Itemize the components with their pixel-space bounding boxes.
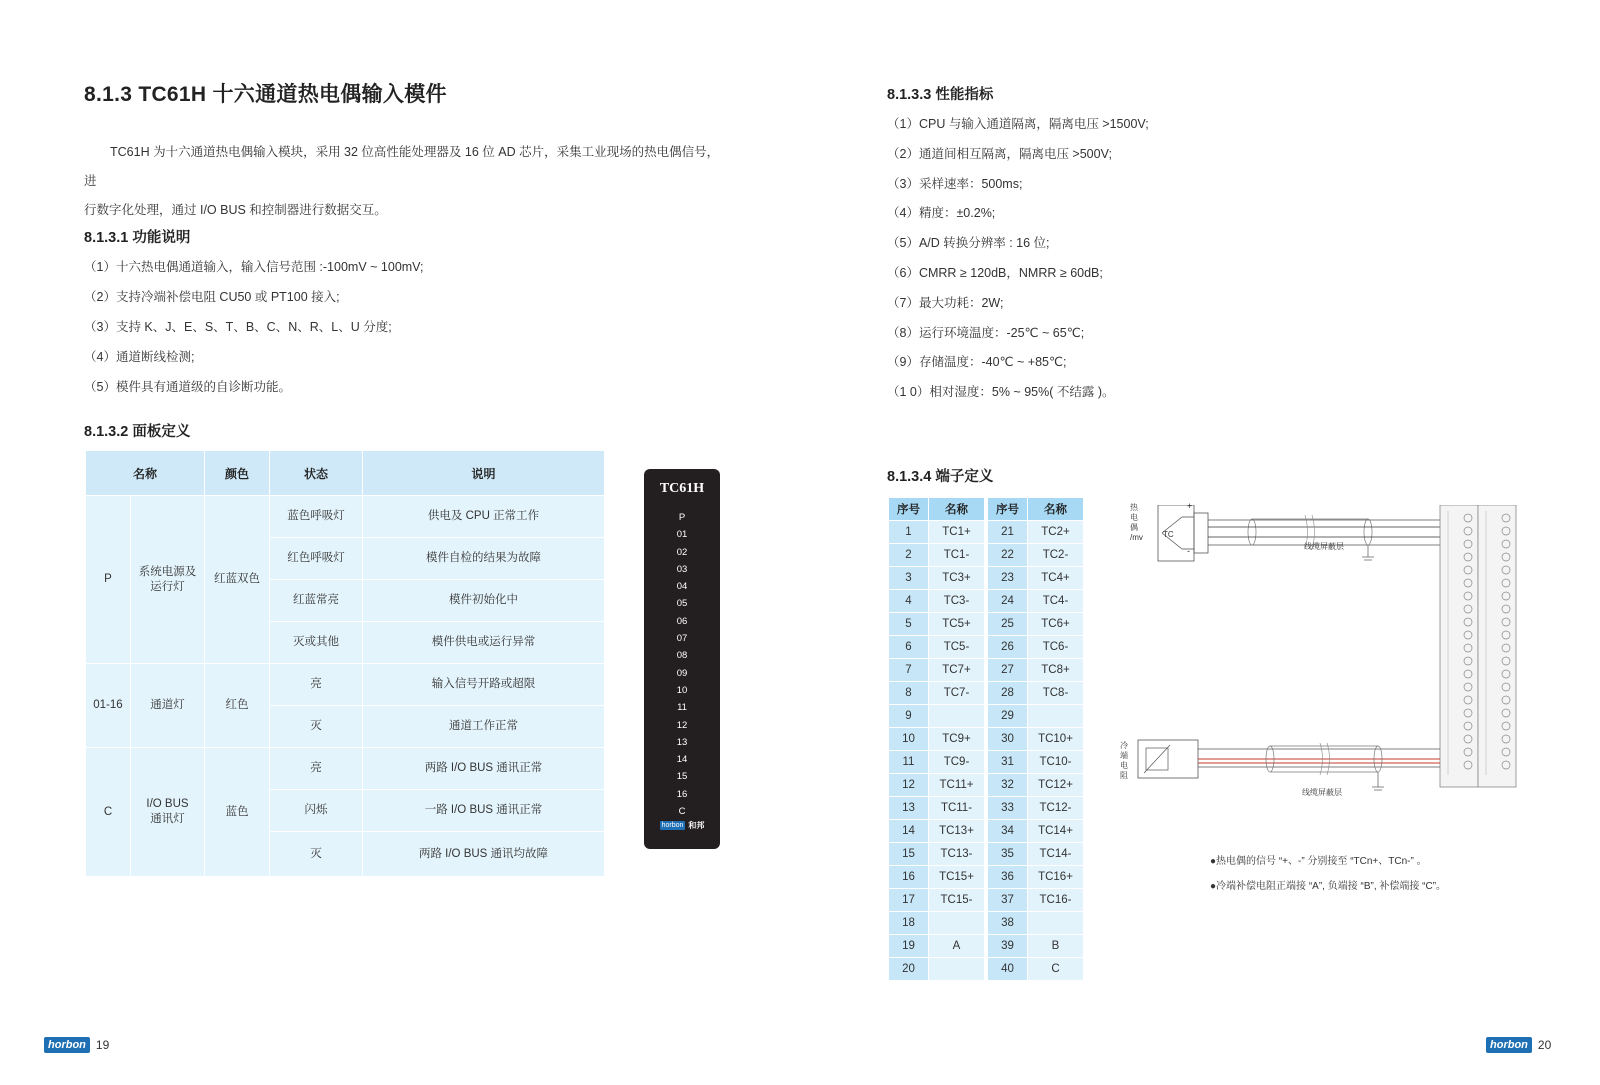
table-row [889, 751, 985, 774]
terminal-name: TC2+ [1028, 521, 1084, 544]
terminal-number: 40 [988, 958, 1028, 981]
terminal-number: 36 [988, 866, 1028, 889]
list-item: （1 0）相对湿度：5% ~ 95%( 不结露 )。 [887, 385, 1115, 400]
terminal-name: TC12- [1028, 797, 1084, 820]
terminal-number: 12 [889, 774, 929, 797]
section-title-functions: 8.1.3.1 功能说明 [84, 230, 191, 246]
description-cell: 输入信号开路或超限 [363, 664, 605, 706]
table-row [988, 889, 1084, 912]
terminal-number: 22 [988, 544, 1028, 567]
table-row [889, 636, 985, 659]
terminal-name: TC3- [929, 590, 985, 613]
description-cell: 模件初始化中 [363, 580, 605, 622]
led-label: 09 [676, 667, 688, 679]
status-cell: 红蓝常亮 [270, 580, 363, 622]
column-header: 名称 [929, 498, 985, 521]
status-cell: 灭或其他 [270, 622, 363, 664]
note-cold-junction: ●冷端补偿电阻正端接 “A”, 负端接 “B”, 补偿端接 “C”。 [1210, 881, 1447, 892]
table-row [988, 682, 1084, 705]
terminal-number: 25 [988, 613, 1028, 636]
column-header: 颜色 [205, 451, 270, 496]
list-item: （2）支持冷端补偿电阻 CU50 或 PT100 接入; [84, 290, 340, 304]
led-label: 02 [676, 546, 688, 558]
terminal-number: 32 [988, 774, 1028, 797]
column-header: 序号 [988, 498, 1028, 521]
page-title: 8.1.3 TC61H 十六通道热电偶输入模件 [84, 83, 447, 106]
section-title-terminals: 8.1.3.4 端子定义 [887, 469, 994, 485]
terminal-number: 2 [889, 544, 929, 567]
led-color-cell: 蓝色 [205, 748, 270, 877]
terminal-number: 13 [889, 797, 929, 820]
terminal-name: A [929, 935, 985, 958]
terminal-name: TC9- [929, 751, 985, 774]
terminal-number: 21 [988, 521, 1028, 544]
table-row [988, 613, 1084, 636]
footer-logo: horbon [44, 1037, 90, 1053]
table-row [889, 935, 985, 958]
terminal-number: 4 [889, 590, 929, 613]
terminal-name: TC11- [929, 797, 985, 820]
terminal-name: TC16- [1028, 889, 1084, 912]
section-title-panel: 8.1.3.2 面板定义 [84, 424, 191, 440]
terminal-name [929, 705, 985, 728]
terminal-name: TC1+ [929, 521, 985, 544]
column-header: 序号 [889, 498, 929, 521]
table-header-row [889, 498, 985, 521]
list-item: （1）十六热电偶通道输入，输入信号范围 :-100mV ~ 100mV; [84, 260, 424, 274]
terminal-number: 8 [889, 682, 929, 705]
table-row [988, 774, 1084, 797]
led-color-cell: 红蓝双色 [205, 496, 270, 664]
table-row [889, 567, 985, 590]
shield-label-top: 线缆屏蔽层 [1304, 542, 1344, 551]
footer-logo: horbon [1486, 1037, 1532, 1053]
thermocouple-label: 热 电 偶 /mv [1130, 503, 1143, 542]
table-row [889, 889, 985, 912]
status-cell: 灭 [270, 832, 363, 877]
table-row [988, 935, 1084, 958]
terminal-name: TC6- [1028, 636, 1084, 659]
module-led-list [644, 509, 720, 820]
status-cell: 灭 [270, 706, 363, 748]
terminal-number: 29 [988, 705, 1028, 728]
terminal-name: TC15+ [929, 866, 985, 889]
page-number: 19 [95, 1038, 110, 1052]
note-thermocouple: ●热电偶的信号 “+、-” 分别接至 “TCn+、TCn-” 。 [1210, 856, 1427, 867]
module-logo-text: horbon [661, 821, 684, 829]
table-row [988, 866, 1084, 889]
table-row [988, 751, 1084, 774]
terminal-number: 23 [988, 567, 1028, 590]
terminal-name [1028, 912, 1084, 935]
terminal-number: 30 [988, 728, 1028, 751]
list-item: （3）采样速率：500ms; [887, 176, 1023, 191]
terminal-number: 3 [889, 567, 929, 590]
led-label: 08 [676, 650, 688, 662]
module-panel-image [644, 469, 720, 849]
table-row [86, 664, 605, 706]
led-label: 12 [676, 719, 688, 731]
table-row [988, 958, 1084, 981]
terminal-number: 7 [889, 659, 929, 682]
description-cell: 模件供电或运行异常 [363, 622, 605, 664]
terminal-number: 5 [889, 613, 929, 636]
wiring-diagram [1120, 501, 1530, 825]
column-header: 说明 [363, 451, 605, 496]
table-row [889, 728, 985, 751]
terminal-name: TC11+ [929, 774, 985, 797]
list-item: （8）运行环境温度：-25℃ ~ 65℃; [887, 325, 1085, 340]
terminal-name: TC3+ [929, 567, 985, 590]
list-item: （1）CPU 与输入通道隔离，隔离电压 >1500V; [887, 117, 1149, 131]
led-label: 06 [676, 615, 688, 627]
footer-right [1486, 1037, 1551, 1053]
led-name-cell: 系统电源及 运行灯 [131, 496, 205, 664]
led-id-cell: 01-16 [86, 664, 131, 748]
terminal-name: TC7- [929, 682, 985, 705]
description-cell: 模件自检的结果为故障 [363, 538, 605, 580]
terminal-number: 11 [889, 751, 929, 774]
led-name-cell: 通道灯 [131, 664, 205, 748]
list-item: （5）A/D 转换分辨率 : 16 位; [887, 236, 1050, 251]
terminal-number: 16 [889, 866, 929, 889]
terminal-number: 20 [889, 958, 929, 981]
terminal-name: TC14- [1028, 843, 1084, 866]
terminal-table-left [888, 497, 985, 981]
table-row [988, 912, 1084, 935]
terminal-name: TC8- [1028, 682, 1084, 705]
terminal-name [929, 958, 985, 981]
terminal-number: 27 [988, 659, 1028, 682]
terminal-table-right [987, 497, 1084, 981]
led-label: C [678, 806, 686, 818]
list-item: （4）精度：±0.2%; [887, 206, 996, 221]
terminal-name: TC8+ [1028, 659, 1084, 682]
terminal-name: TC16+ [1028, 866, 1084, 889]
terminal-number: 19 [889, 935, 929, 958]
description-cell: 一路 I/O BUS 通讯正常 [363, 790, 605, 832]
status-cell: 闪烁 [270, 790, 363, 832]
description-cell: 两路 I/O BUS 通讯均故障 [363, 832, 605, 877]
column-header: 名称 [86, 451, 205, 496]
table-row [889, 682, 985, 705]
terminal-name: TC7+ [929, 659, 985, 682]
list-item: （4）通道断线检测; [84, 350, 195, 364]
terminal-number: 14 [889, 820, 929, 843]
terminal-name: TC5- [929, 636, 985, 659]
table-row [988, 843, 1084, 866]
table-row [988, 567, 1084, 590]
terminal-number: 9 [889, 705, 929, 728]
table-row [889, 820, 985, 843]
cold-junction-label: 冷 端 电 阻 [1120, 741, 1128, 780]
terminal-number: 28 [988, 682, 1028, 705]
terminal-number: 37 [988, 889, 1028, 912]
table-header-row [988, 498, 1084, 521]
list-item: （5）模件具有通道级的自诊断功能。 [84, 380, 291, 394]
section-title-performance: 8.1.3.3 性能指标 [887, 87, 994, 103]
column-header: 名称 [1028, 498, 1084, 521]
footer-left [44, 1037, 109, 1053]
terminal-number: 6 [889, 636, 929, 659]
table-row [889, 958, 985, 981]
performance-list [887, 110, 1149, 408]
description-cell: 通道工作正常 [363, 706, 605, 748]
table-row [988, 521, 1084, 544]
terminal-name: TC9+ [929, 728, 985, 751]
terminal-name: TC13+ [929, 820, 985, 843]
status-cell: 亮 [270, 664, 363, 706]
table-row [988, 705, 1084, 728]
page-number: 20 [1537, 1038, 1552, 1052]
table-row [988, 544, 1084, 567]
led-label: 13 [676, 736, 688, 748]
terminal-name: TC2- [1028, 544, 1084, 567]
intro-paragraph [84, 138, 724, 225]
terminal-number: 15 [889, 843, 929, 866]
module-logo-cn: 和邦 [688, 820, 705, 830]
led-label: 04 [676, 581, 688, 593]
table-row [988, 636, 1084, 659]
column-header: 状态 [270, 451, 363, 496]
list-item: （7）最大功耗：2W; [887, 295, 1004, 310]
terminal-name: TC15- [929, 889, 985, 912]
table-row [988, 820, 1084, 843]
led-label: 11 [677, 702, 687, 714]
terminal-name: TC12+ [1028, 774, 1084, 797]
module-title: TC61H [659, 481, 705, 496]
led-label: 05 [676, 598, 688, 610]
table-row [889, 912, 985, 935]
shield-label-bottom: 线缆屏蔽层 [1302, 788, 1342, 797]
terminal-name: TC4+ [1028, 567, 1084, 590]
led-name-cell: I/O BUS 通讯灯 [131, 748, 205, 877]
table-row [889, 659, 985, 682]
table-row [889, 521, 985, 544]
led-id-cell: P [86, 496, 131, 664]
led-label: P [678, 512, 686, 523]
module-logo [656, 819, 708, 831]
led-label: 03 [676, 563, 688, 575]
function-list [84, 252, 424, 402]
led-label: 10 [676, 684, 688, 696]
table-row [86, 748, 605, 790]
status-cell: 蓝色呼吸灯 [270, 496, 363, 538]
table-row [889, 613, 985, 636]
terminal-name: TC13- [929, 843, 985, 866]
terminal-number: 17 [889, 889, 929, 912]
table-row [889, 774, 985, 797]
description-cell: 供电及 CPU 正常工作 [363, 496, 605, 538]
led-color-cell: 红色 [205, 664, 270, 748]
plus-sign: + [1187, 501, 1193, 511]
terminal-name: TC10- [1028, 751, 1084, 774]
tc-text: TC [1163, 530, 1174, 539]
led-label: 15 [676, 771, 688, 783]
terminal-name: B [1028, 935, 1084, 958]
terminal-name: TC14+ [1028, 820, 1084, 843]
intro-line-1: TC61H 为十六通道热电偶输入模块，采用 32 位高性能处理器及 16 位 AD 芯片，采集工业现场的热电偶信号，进 [84, 145, 720, 188]
terminal-name: TC5+ [929, 613, 985, 636]
list-item: （2）通道间相互隔离，隔离电压 >500V; [887, 146, 1112, 161]
led-label: 07 [676, 633, 688, 645]
table-row [889, 705, 985, 728]
table-row [86, 496, 605, 538]
status-cell: 亮 [270, 748, 363, 790]
terminal-name: TC6+ [1028, 613, 1084, 636]
terminal-number: 26 [988, 636, 1028, 659]
terminal-number: 33 [988, 797, 1028, 820]
terminal-number: 39 [988, 935, 1028, 958]
terminal-number: 35 [988, 843, 1028, 866]
table-row [889, 797, 985, 820]
table-row [988, 797, 1084, 820]
list-item: （9）存储温度：-40℃ ~ +85℃; [887, 355, 1067, 370]
terminal-number: 24 [988, 590, 1028, 613]
terminal-name: TC4- [1028, 590, 1084, 613]
terminal-number: 10 [889, 728, 929, 751]
table-row [988, 659, 1084, 682]
led-label: 01 [676, 529, 688, 541]
terminal-name: C [1028, 958, 1084, 981]
terminal-number: 31 [988, 751, 1028, 774]
minus-sign: - [1187, 546, 1190, 556]
table-header-row [86, 451, 605, 496]
table-row [889, 544, 985, 567]
led-label: 16 [676, 788, 688, 800]
terminal-name: TC10+ [1028, 728, 1084, 751]
status-cell: 红色呼吸灯 [270, 538, 363, 580]
terminal-number: 38 [988, 912, 1028, 935]
list-item: （3）支持 K、J、E、S、T、B、C、N、R、L、U 分度; [84, 320, 392, 334]
table-row [988, 590, 1084, 613]
panel-definition-table [85, 450, 605, 877]
terminal-number: 1 [889, 521, 929, 544]
terminal-name [1028, 705, 1084, 728]
description-cell: 两路 I/O BUS 通讯正常 [363, 748, 605, 790]
table-row [889, 590, 985, 613]
terminal-name [929, 912, 985, 935]
terminal-number: 18 [889, 912, 929, 935]
led-id-cell: C [86, 748, 131, 877]
intro-line-2: 行数字化处理，通过 I/O BUS 和控制器进行数据交互。 [84, 203, 387, 217]
table-row [889, 843, 985, 866]
led-label: 14 [676, 754, 688, 766]
table-row [988, 728, 1084, 751]
list-item: （6）CMRR ≥ 120dB，NMRR ≥ 60dB; [887, 265, 1103, 280]
table-row [889, 866, 985, 889]
terminal-name: TC1- [929, 544, 985, 567]
terminal-number: 34 [988, 820, 1028, 843]
